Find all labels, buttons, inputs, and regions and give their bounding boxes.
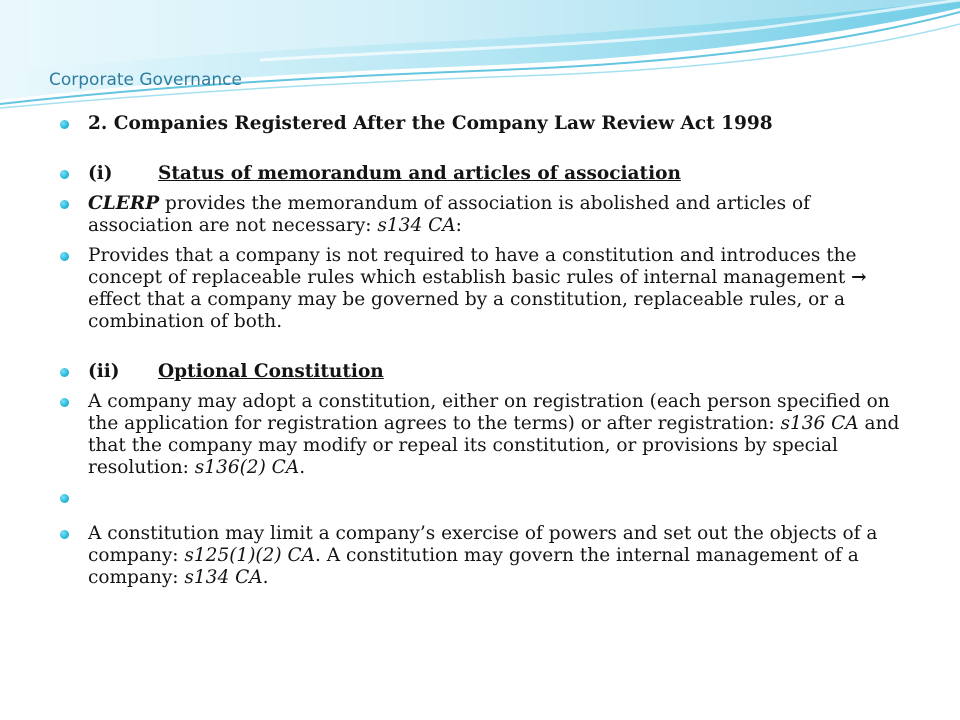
provides-part2: effect that a company may be governed by a constitution, replaceable rules, or a combination of both. <box>88 289 846 332</box>
clerp-citation: s134 CA <box>377 215 456 236</box>
section-ii-heading <box>88 361 384 382</box>
bullet-section-ii <box>60 361 920 383</box>
bullet-heading-main <box>60 113 920 135</box>
adopt-part1: A company may adopt a constitution, either on registration (each person specified on the application for registration agrees to the terms) or after registration: <box>88 391 890 434</box>
limit-part2: . A constitution may govern the internal management of a company: <box>88 545 859 588</box>
slide-title: Corporate Governance <box>49 70 242 90</box>
arrow-right-icon: → <box>851 267 867 288</box>
section-i-title: Status of memorandum and articles of association <box>158 163 681 184</box>
header-wave-decoration <box>0 0 960 120</box>
bullet-provides <box>60 245 920 333</box>
limit-citation-2: s134 CA <box>184 567 263 588</box>
section-i-heading <box>88 163 681 184</box>
bullet-dot-icon <box>60 252 69 261</box>
clerp-lead: CLERP <box>88 193 160 214</box>
heading-main-text: 2. Companies Registered After the Company Law Review Act 1998 <box>88 113 773 134</box>
section-ii-number: (ii) <box>88 361 120 382</box>
adopt-part2: and that the company may modify or repeal its constitution, or provisions by special resolution: <box>88 413 900 478</box>
limit-tail: . <box>262 567 269 588</box>
clerp-tail: : <box>455 215 462 236</box>
bullet-list <box>60 113 920 589</box>
limit-part1: A constitution may limit a company’s exercise of powers and set out the objects of a company: <box>88 523 878 566</box>
provides-part1: Provides that a company is not required to have a constitution and introduces the concept of replaceable rules which establish basic rules of internal management <box>88 245 857 288</box>
bullet-empty <box>60 487 920 509</box>
adopt-tail: . <box>299 457 306 478</box>
bullet-dot-icon <box>60 170 69 179</box>
limit-citation-1: s125(1)(2) CA <box>184 545 316 566</box>
bullet-dot-icon <box>60 398 69 407</box>
bullet-dot-icon <box>60 368 69 377</box>
bullet-adopt <box>60 391 920 479</box>
bullet-limit <box>60 523 920 589</box>
adopt-citation-1: s136 CA <box>780 413 859 434</box>
bullet-section-i <box>60 163 920 185</box>
bullet-clerp <box>60 193 920 237</box>
bullet-dot-icon <box>60 120 69 129</box>
bullet-dot-icon <box>60 530 69 539</box>
section-i-number: (i) <box>88 163 113 184</box>
section-ii-title: Optional Constitution <box>158 361 384 382</box>
clerp-text: provides the memorandum of association is abolished and articles of association are not necessary: <box>88 193 810 236</box>
adopt-citation-2: s136(2) CA <box>194 457 300 478</box>
bullet-dot-icon <box>60 494 69 503</box>
bullet-dot-icon <box>60 200 69 209</box>
